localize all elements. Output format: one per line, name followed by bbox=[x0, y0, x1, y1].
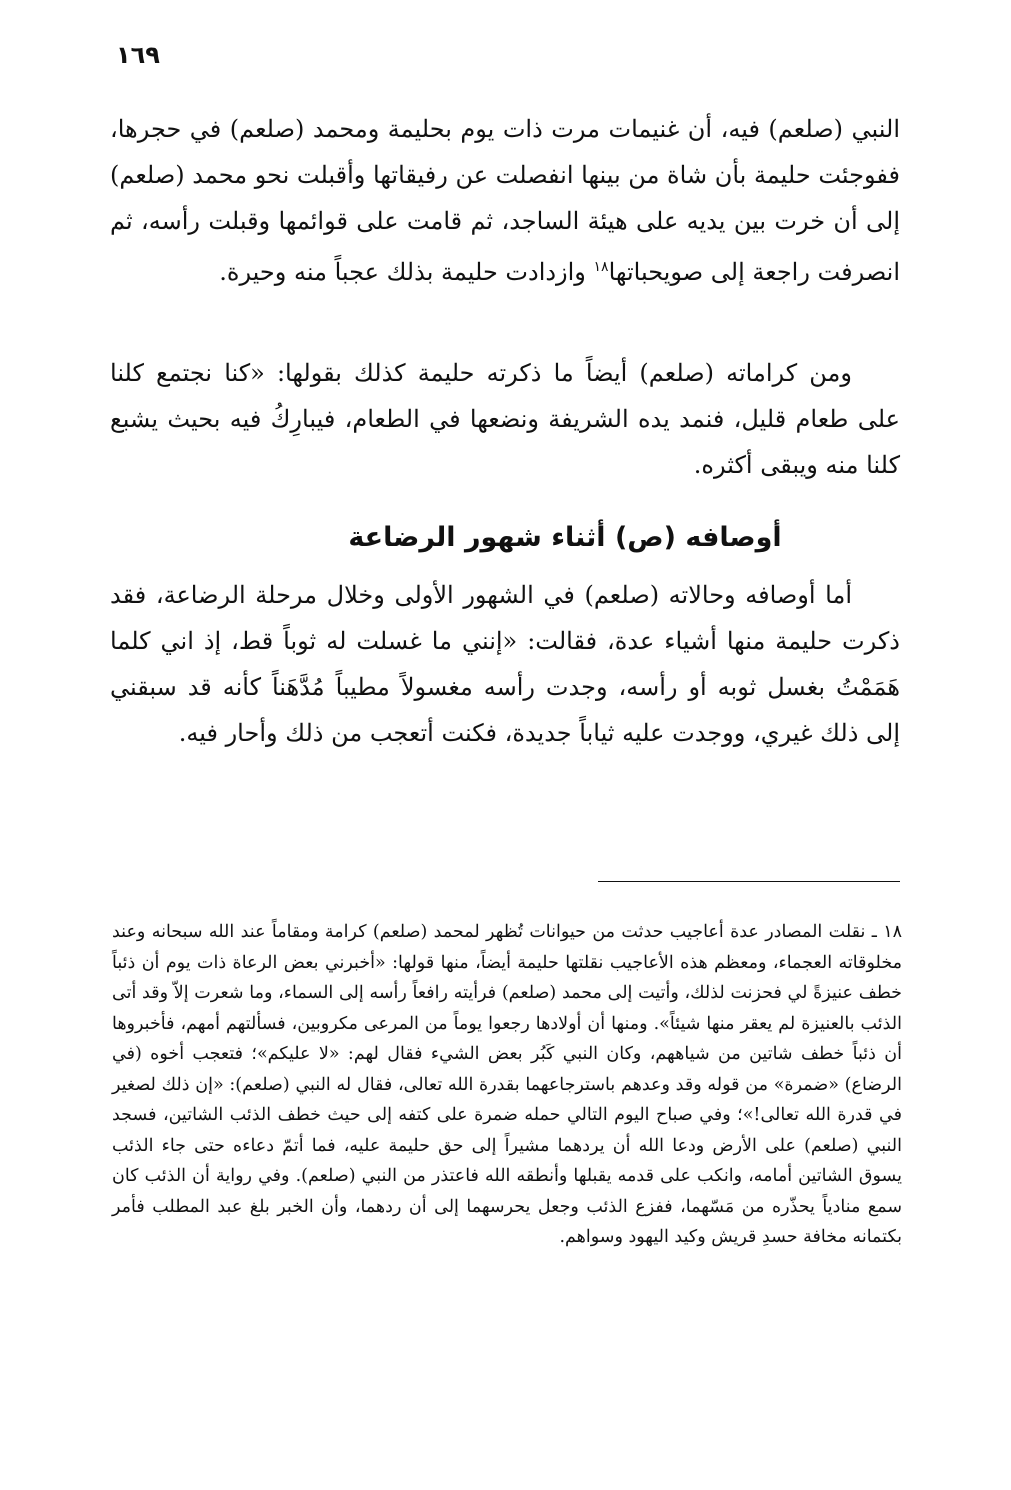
paragraph-1-continuation: وازدادت حليمة بذلك عجباً منه وحيرة. bbox=[219, 258, 594, 286]
paragraph-2 bbox=[110, 350, 900, 488]
footnote-number: ١٨ ـ bbox=[871, 922, 902, 942]
section-heading: أوصافه (ص) أثناء شهور الرضاعة bbox=[348, 522, 782, 553]
paragraph-1 bbox=[110, 106, 900, 295]
page-number: ١٦٩ bbox=[116, 41, 160, 69]
footnote-divider bbox=[598, 881, 900, 882]
footnote-reference: ١٨ bbox=[593, 259, 609, 275]
paragraph-2-text: ومن كراماته (صلعم) أيضاً ما ذكرته حليمة كذلك بقولها: «كنا نجتمع كلنا على طعام قليل، فنمد يده الشريفة ونضعها في الطعام، فيبارِكُ فيه بحيث يشبع كلنا منه ويبقى أكثره. bbox=[110, 359, 900, 479]
paragraph-3 bbox=[110, 572, 900, 756]
paragraph-1-text: النبي (صلعم) فيه، أن غنيمات مرت ذات يوم بحليمة ومحمد (صلعم) في حجرها، ففوجئت حليمة بأن شاة من بينها انفصلت عن رفيقاتها وأقبلت نحو محمد (صلعم) إلى أن خرت بين يديه على هيئة الساجد، ثم قامت على قوائمها وقبلت رأسه، ثم انصرفت راجعة إلى صويحباتها bbox=[110, 115, 900, 286]
footnote-text: نقلت المصادر عدة أعاجيب حدثت من حيوانات تُظهر لمحمد (صلعم) كرامة ومقاماً عند الله سبحانه وعند مخلوقاته العجماء، ومعظم هذه الأعاجيب نقلتها حليمة أيضاً، منها قولها: «أخبرني بعض الرعاة ذات يوم أن ذئباً خطف عنيزةً لي فحزنت لذلك، وأتيت إلى محمد (صلعم) فرأيته رافعاً رأسه إلى السماء، وما شعرت إلاّ وقد أتى الذئب بالعنيزة لم يعقر منها شيئاً». ومنها أن أولادها رجعوا يوماً من المرعى مكروبين، فسألتهم أمهم، فأخبروها أن ذئباً خطف شاتين من شياههم، وكان النبي كَبُر بعض الشيء فقال لهم: «لا عليكم»؛ فتعجب أخوه (في الرضاع) «ضمرة» من قوله وقد وعدهم باسترجاعهما بقدرة الله تعالى، فقال له النبي (صلعم): «إن ذلك لصغير في قدرة الله تعالى!»؛ وفي صباح اليوم التالي حمله ضمرة على كتفه إلى حيث خطف الذئب الشاتين، فسجد النبي (صلعم) على الأرض ودعا الله أن يردهما مشيراً إلى حق حليمة عليه، فما أتمّ دعاءه حتى جاء الذئب يسوق الشاتين أمامه، وانكب على قدمه يقبلها وأنطقه الله فاعتذر من النبي (صلعم). وفي رواية أن الذئب كان سمع منادياً يحذّره من مَسّهما، ففزع الذئب وجعل يحرسهما إلى أن ردهما، وأن الخبر بلغ عبد المطلب فأمر بكتمانه مخافة حسدِ قريش وكيد اليهود وسواهم. bbox=[112, 922, 902, 1247]
footnote bbox=[112, 917, 902, 1253]
paragraph-3-text: أما أوصافه وحالاته (صلعم) في الشهور الأولى وخلال مرحلة الرضاعة، فقد ذكرت حليمة منها أشياء عدة، فقالت: «إنني ما غسلت له ثوباً قط، إذ اني كلما هَمَمْتُ بغسل ثوبه أو رأسه، وجدت رأسه مغسولاً مطيباً مُدَّهَناً كأنه قد سبقني إلى ذلك غيري، ووجدت عليه ثياباً جديدة، فكنت أتعجب من ذلك وأحار فيه. bbox=[110, 581, 900, 747]
